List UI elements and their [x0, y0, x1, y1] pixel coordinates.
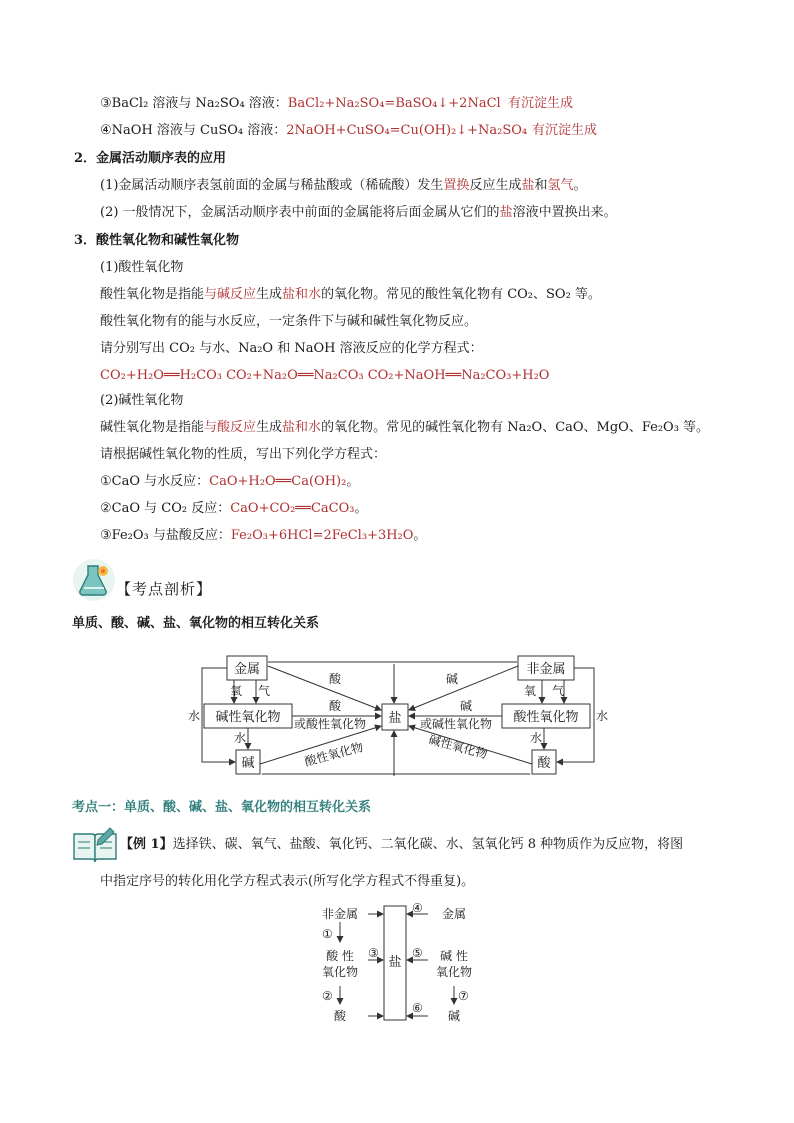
label-acid: 酸: [537, 756, 551, 771]
section-3-line3: 请分别写出 CO₂ 与水、Na₂O 和 NaOH 溶液反应的化学方程式：: [100, 341, 483, 356]
example-label: 【例 1】: [120, 837, 173, 852]
exercise-diagram: [318, 902, 498, 1028]
label-base-arrow-2: 碱: [460, 699, 473, 713]
text: 和: [534, 178, 548, 193]
highlight: 置换: [443, 178, 470, 193]
reaction-3: [100, 95, 501, 113]
label-acid-arrow: 酸: [329, 672, 342, 686]
text: (2) 一般情况下，金属活动顺序表中前面的金属能将后面金属从它们的: [100, 205, 500, 220]
equation: CaO+CO₂══CaCO₃: [230, 501, 355, 516]
marker-7: ⑦: [458, 989, 469, 1003]
reaction-4-prefix: ④NaOH 溶液与 CuSO₄ 溶液：: [100, 123, 287, 138]
text: 酸性氧化物是指能: [100, 287, 205, 302]
label-acid-oxide-2: 氧化物: [321, 965, 359, 979]
example-text-2: 中指定序号的转化用化学方程式表示(所写化学方程式不得重复)。: [100, 874, 475, 889]
label-metal: 金属: [233, 662, 261, 677]
question-1: [100, 473, 359, 491]
text: 。: [573, 178, 587, 193]
marker-2: ②: [322, 989, 333, 1003]
label-gas-right: 气: [552, 684, 565, 698]
label-water-left: 水: [188, 709, 201, 723]
text: 溶液中置换出来。: [512, 205, 617, 220]
reaction-3-note: 有沉淀生成: [508, 96, 574, 111]
label-base-arrow: 碱: [446, 672, 459, 686]
label-acid-arrow-2: 酸: [329, 699, 342, 713]
label-acidic-oxide: 酸性氧化物: [513, 710, 579, 725]
label-oxygen-right: 氧: [524, 684, 537, 698]
question-3: [100, 527, 426, 545]
label-metal-2: 金属: [441, 907, 467, 921]
reaction-4-note: 有沉淀生成: [532, 123, 598, 138]
highlight: 盐: [521, 178, 535, 193]
reaction-4: [100, 122, 527, 140]
text: 的氧化物。常见的碱性氧化物有 Na₂O、CaO、MgO、Fe₂O₃ 等。: [321, 420, 710, 435]
marker-6: ⑥: [412, 1001, 423, 1015]
text: 反应生成: [469, 178, 522, 193]
section-3-line2: 酸性氧化物有的能与水反应，一定条件下与碱和碱性氧化物反应。: [100, 314, 478, 329]
highlight: 盐: [499, 205, 513, 220]
test-point-1: 考点一：单质、酸、碱、盐、氧化物的相互转化关系: [72, 800, 372, 815]
label-base: 碱: [241, 756, 255, 771]
label-water-left-2: 水: [234, 731, 247, 745]
marker-4: ④: [412, 902, 423, 915]
highlight: 与碱反应: [204, 287, 257, 302]
reaction-3-prefix: ③BaCl₂ 溶液与 Na₂SO₄ 溶液：: [100, 96, 288, 111]
section-2-title: 2．金属活动顺序表的应用: [74, 151, 227, 166]
label-basic-oxide: 碱性氧化物: [215, 710, 281, 725]
label-nonmetal: 非金属: [526, 662, 566, 677]
text: 。: [354, 501, 368, 516]
text: ②CaO 与 CO₂ 反应：: [100, 501, 231, 516]
section-3-sub1: (1)酸性氧化物: [100, 260, 184, 275]
text: ③Fe₂O₃ 与盐酸反应：: [100, 528, 231, 543]
marker-3: ③: [368, 946, 379, 960]
example-1: [120, 836, 683, 854]
label-water-right: 水: [596, 709, 609, 723]
section-3-sub2: (2)碱性氧化物: [100, 393, 184, 408]
section-3-def2: [100, 419, 709, 437]
text: 。: [346, 474, 360, 489]
marker-5: ⑤: [412, 946, 423, 960]
section-3-title: 3．酸性氧化物和碱性氧化物: [74, 233, 240, 248]
section-3-eqs: CO₂+H₂O══H₂CO₃ CO₂+Na₂O══Na₂CO₃ CO₂+NaOH══Na₂CO₃+H₂O: [100, 368, 550, 383]
label-acid-oxide-1: 酸 性: [326, 949, 354, 963]
highlight: 氢气: [547, 178, 574, 193]
label-salt-2: 盐: [388, 955, 402, 970]
question-2: [100, 500, 367, 518]
reaction-4-equation: 2NaOH+CuSO₄=Cu(OH)₂↓+Na₂SO₄: [286, 123, 528, 138]
label-base-oxide-2: 氧化物: [435, 965, 473, 979]
text: ①CaO 与水反应：: [100, 474, 210, 489]
example-text-1: 选择铁、碳、氧气、盐酸、氧化钙、二氧化碳、水、氢氧化钙 8 种物质作为反应物，将图: [172, 837, 684, 852]
label-or-acid-oxide: 或酸性氧化物: [294, 717, 367, 731]
text: 的氧化物。常见的酸性氧化物有 CO₂、SO₂ 等。: [321, 287, 601, 302]
label-oxygen-left: 氧: [230, 684, 243, 698]
reaction-3-equation: BaCl₂+Na₂SO₄=BaSO₄↓+2NaCl: [287, 96, 501, 111]
label-base-2: 碱: [447, 1009, 461, 1023]
section-3-def1: [100, 286, 601, 304]
equation: CaO+H₂O══Ca(OH)₂: [209, 474, 347, 489]
text: 。: [413, 528, 427, 543]
text: (1)金属活动顺序表氢前面的金属与稀盐酸或（稀硫酸）发生: [100, 178, 444, 193]
label-water-right-2: 水: [530, 731, 543, 745]
label-or-base-oxide: 或碱性氧化物: [420, 717, 493, 731]
flask-icon: [72, 558, 116, 602]
label-acid-2: 酸: [333, 1009, 347, 1023]
equation: Fe₂O₃+6HCl=2FeCl₃+3H₂O: [230, 528, 414, 543]
label-salt: 盐: [388, 711, 402, 726]
label-acid-oxide-diag: 酸性氧化物: [303, 739, 365, 769]
marker-1: ①: [322, 927, 333, 941]
analysis-header: 【考点剖析】: [116, 580, 213, 598]
highlight: 与酸反应: [204, 420, 257, 435]
label-base-oxide-1: 碱 性: [440, 949, 468, 963]
highlight: 盐和水: [282, 420, 322, 435]
section-3-line5: 请根据碱性氧化物的性质，写出下列化学方程式：: [100, 447, 387, 462]
highlight: 盐和水: [282, 287, 322, 302]
book-pencil-icon: [72, 826, 118, 864]
label-base-oxide-diag: 碱性氧化物: [427, 732, 489, 762]
text: 生成: [256, 287, 283, 302]
conversion-diagram: [184, 652, 624, 784]
label-nonmetal-2: 非金属: [321, 907, 359, 921]
section-2-p2: [100, 204, 617, 222]
text: 生成: [256, 420, 283, 435]
analysis-subtitle: 单质、酸、碱、盐、氧化物的相互转化关系: [72, 616, 320, 631]
text: 碱性氧化物是指能: [100, 420, 205, 435]
label-gas-left: 气: [258, 684, 271, 698]
section-2-p1: [100, 177, 587, 195]
